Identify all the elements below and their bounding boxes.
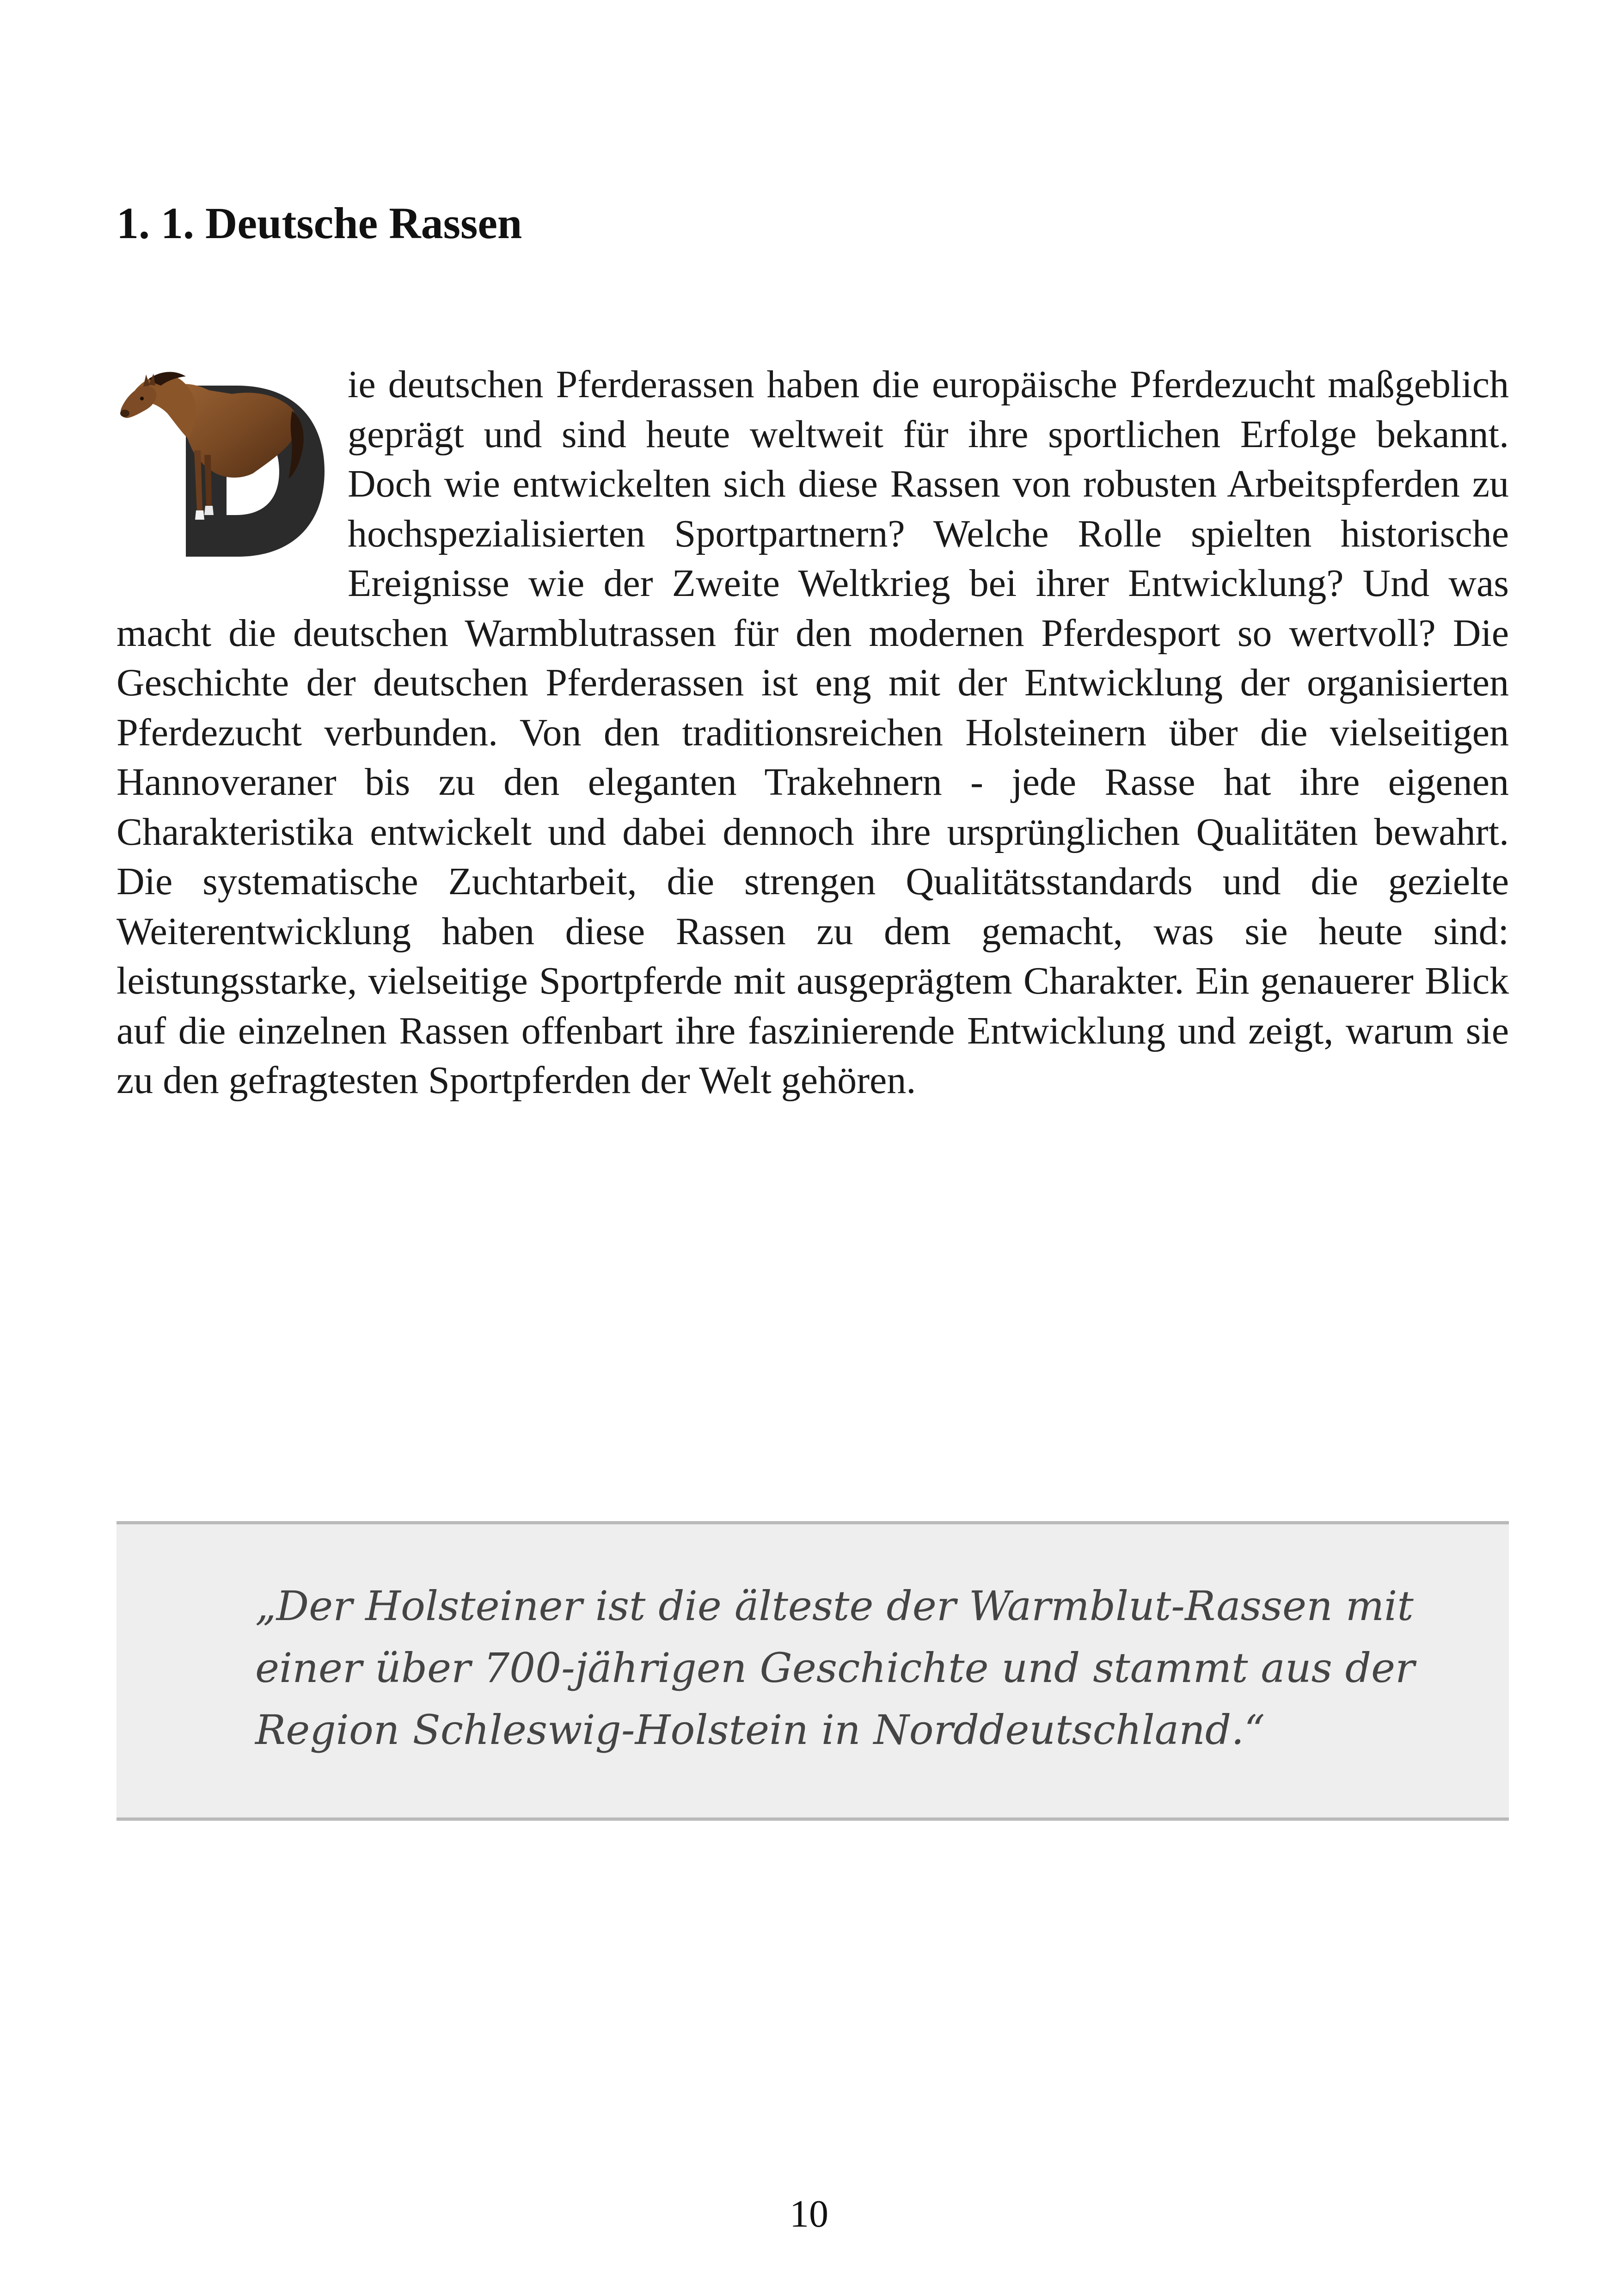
section-heading: 1. 1. Deutsche Rassen	[116, 198, 522, 248]
pull-quote-text: „Der Holsteiner ist die älteste der Warmblut-Rassen mit einer über 700-jährigen Geschichte und stammt aus der Region Schleswig-Holstein in Norddeutschland.“	[255, 1582, 1415, 1754]
body-text: ie deutschen Pferderassen haben die europäische Pferdezucht maßgeblich geprägt und sind heute weltweit für ihre sportlichen Erfolge bekannt. Doch wie entwickelten sich diese Rassen von robusten Arbeitspferden zu hochspezialisierten Sportpartnern? Welche Rolle spielten historische Ereignisse wie der Zweite Weltkrieg bei ihrer Entwicklung? Und was macht die deutschen Warmblutrassen für den modernen Pferdesport so wertvoll? Die Geschichte der deutschen Pferderassen ist eng mit der Entwicklung der organisierten Pferdezucht verbunden. Von den traditionsreichen Holsteinern über die vielseitigen Hannoveraner bis zu den eleganten Trakehnern - jede Rasse hat ihre eigenen Charakteristika entwickelt und dabei dennoch ihre ursprünglichen Qualitäten bewahrt. Die systematische Zuchtarbeit, die strengen Qualitätsstandards und die gezielte Weiterentwicklung haben diese Rassen zu dem gemacht, was sie heute sind: leistungsstarke, vielseitige Sportpferde mit ausgeprägtem Charakter. Ein genauerer Blick auf die einzelnen Rassen offenbart ihre faszinierende Entwicklung und zeigt, warum sie zu den gefragtesten Sportpferden der Welt gehören.	[116, 363, 1509, 1102]
pull-quote-box	[116, 1521, 1509, 1821]
horse-icon	[116, 358, 338, 561]
page-number: 10	[790, 2192, 828, 2235]
drop-cap	[116, 358, 338, 561]
body-paragraph	[116, 360, 1509, 1105]
